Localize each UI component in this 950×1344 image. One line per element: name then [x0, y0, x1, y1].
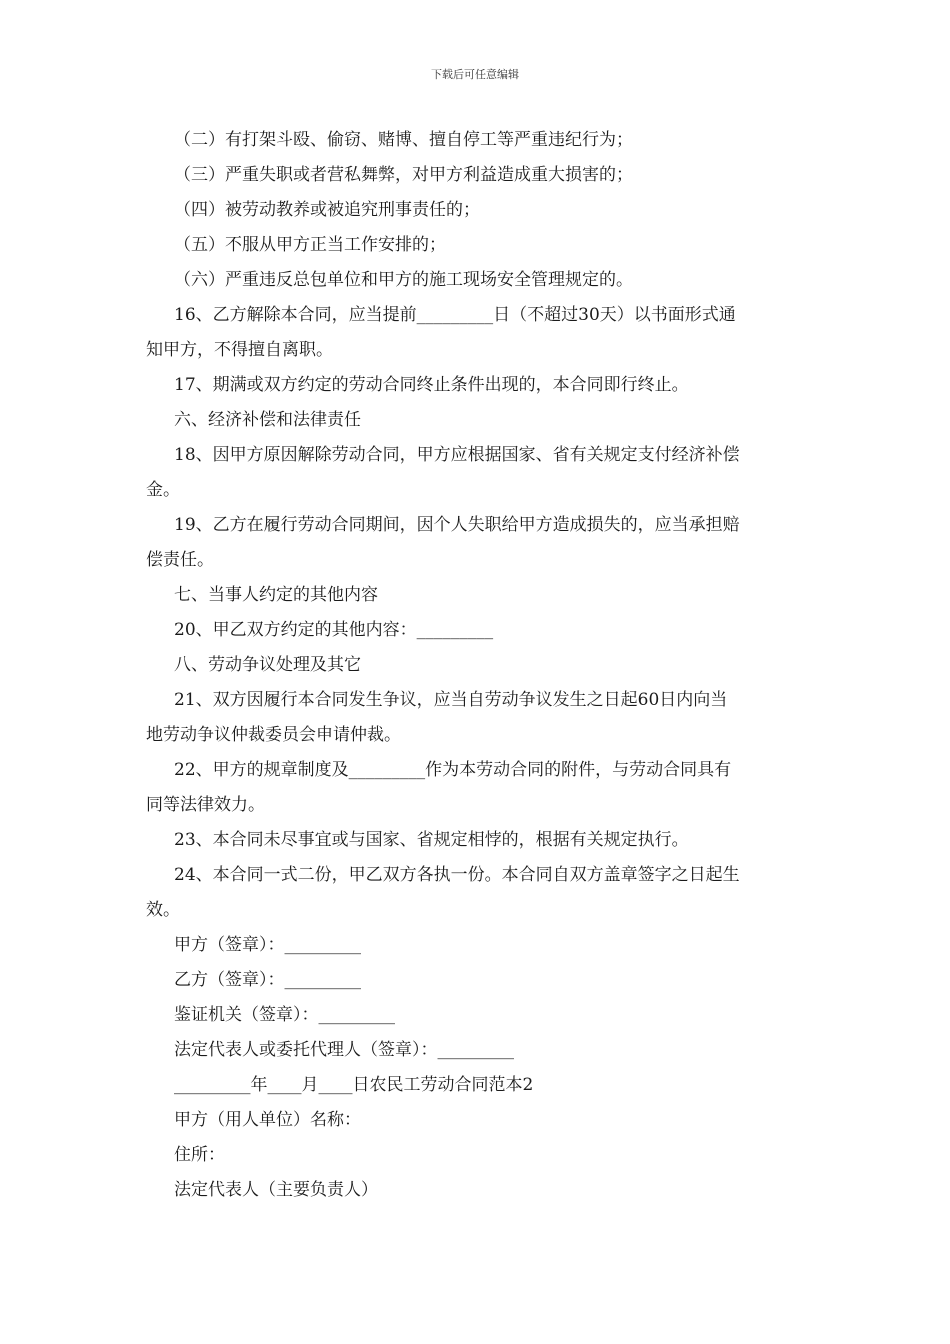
date-and-template-title: _________年____月____日农民工劳动合同范本2 — [174, 1075, 534, 1095]
clause-22-line1: 22、甲方的规章制度及_________作为本劳动合同的附件，与劳动合同具有 — [174, 760, 732, 780]
clause-23: 23、本合同未尽事宜或与国家、省规定相悖的，根据有关规定执行。 — [174, 830, 689, 850]
signature-authority: 鉴证机关（签章）：_________ — [174, 1005, 395, 1025]
clause-18-line2: 金。 — [146, 480, 180, 500]
clause-22-line2: 同等法律效力。 — [146, 795, 265, 815]
clause-20: 20、甲乙双方约定的其他内容：_________ — [174, 620, 494, 640]
document-body — [146, 123, 810, 1208]
clause-18-line1: 18、因甲方原因解除劳动合同，甲方应根据国家、省有关规定支付经济补偿 — [174, 445, 740, 465]
employer-name-field: 甲方（用人单位）名称： — [174, 1110, 361, 1130]
clause-line: （二）有打架斗殴、偷窃、赌博、擅自停工等严重违纪行为； — [174, 130, 633, 150]
clause-line: （四）被劳动教养或被追究刑事责任的； — [174, 200, 480, 220]
section-heading: 六、经济补偿和法律责任 — [174, 410, 361, 430]
header-note: 下载后可任意编辑 — [431, 68, 519, 81]
clause-21-line2: 地劳动争议仲裁委员会申请仲裁。 — [146, 725, 401, 745]
legal-representative-field: 法定代表人（主要负责人） — [174, 1180, 378, 1200]
clause-line: （五）不服从甲方正当工作安排的； — [174, 235, 446, 255]
clause-line: （三）严重失职或者营私舞弊，对甲方利益造成重大损害的； — [174, 165, 633, 185]
clause-19-line2: 偿责任。 — [146, 550, 214, 570]
clause-16-line2: 知甲方，不得擅自离职。 — [146, 340, 333, 360]
signature-representative: 法定代表人或委托代理人（签章）：_________ — [174, 1040, 514, 1060]
clause-16-line1: 16、乙方解除本合同，应当提前_________日（不超过30天）以书面形式通 — [174, 305, 736, 325]
section-heading: 八、劳动争议处理及其它 — [174, 655, 361, 675]
address-field: 住所： — [174, 1145, 225, 1165]
section-heading: 七、当事人约定的其他内容 — [174, 585, 378, 605]
clause-24-line1: 24、本合同一式二份，甲乙双方各执一份。本合同自双方盖章签字之日起生 — [174, 865, 740, 885]
signature-party-b: 乙方（签章）：_________ — [174, 970, 361, 990]
clause-17: 17、期满或双方约定的劳动合同终止条件出现的，本合同即行终止。 — [174, 375, 689, 395]
clause-19-line1: 19、乙方在履行劳动合同期间，因个人失职给甲方造成损失的，应当承担赔 — [174, 515, 740, 535]
signature-party-a: 甲方（签章）：_________ — [174, 935, 361, 955]
clause-21-line1: 21、双方因履行本合同发生争议，应当自劳动争议发生之日起60日内向当 — [174, 690, 728, 710]
clause-line: （六）严重违反总包单位和甲方的施工现场安全管理规定的。 — [174, 270, 633, 290]
clause-24-line2: 效。 — [146, 900, 180, 920]
